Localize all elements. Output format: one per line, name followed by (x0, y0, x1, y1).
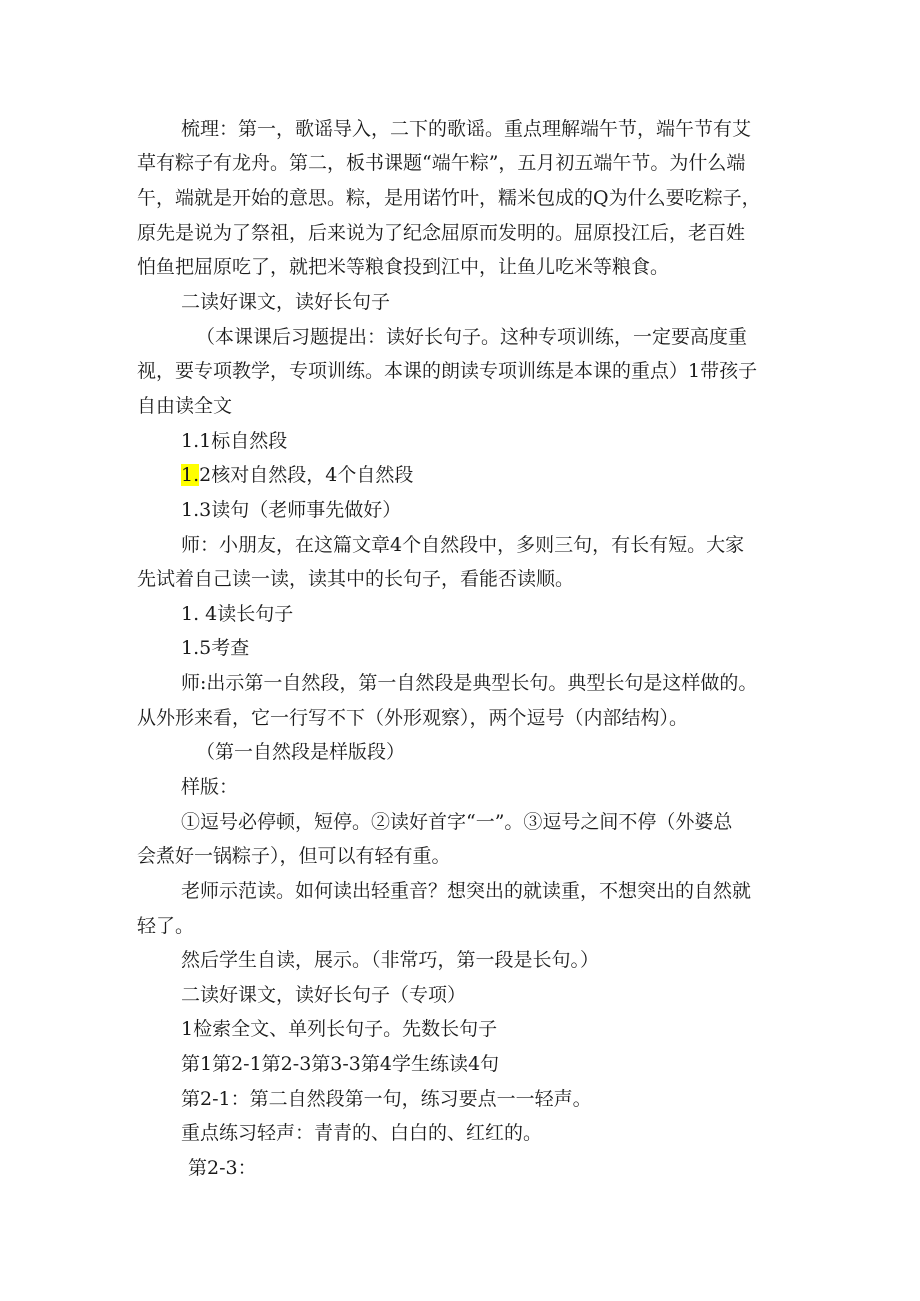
text-line: 样版： (181, 776, 239, 798)
text-line: 1. 4读长句子 (181, 603, 294, 625)
text-line: 第2-1：第二自然段第一句，练习要点一一轻声。 (181, 1088, 592, 1110)
text-line: 先试着自己读一读，读其中的长句子，看能否读顺。 (137, 568, 575, 590)
text-line: （第一自然段是样版段） (196, 741, 406, 763)
text-line: 老师示范读。如何读出轻重音？想突出的就读重，不想突出的自然就 (181, 880, 752, 902)
text-span: 2核对自然段，4个自然段 (199, 464, 414, 486)
text-line: 1检索全文、单列长句子。先数长句子 (181, 1018, 498, 1040)
text-line: 视，要专项教学，专项训练。本课的朗读专项训练是本课的重点）1带孩子 (137, 360, 758, 382)
section-heading: 二读好课文，读好长句子（专项） (181, 984, 467, 1006)
section-heading: 二读好课文，读好长句子 (181, 291, 391, 313)
text-line: 师:出示第一自然段，第一自然段是典型长句。典型长句是这样做的。 (181, 672, 758, 694)
text-line: 1.1标自然段 (181, 430, 288, 452)
text-line: 轻了。 (137, 915, 195, 937)
text-line: 1.3读句（老师事先做好） (181, 499, 402, 521)
text-line: 1.5考查 (181, 637, 250, 659)
text-line: 从外形来看，它一行写不下（外形观察），两个逗号（内部结构）。 (137, 707, 689, 729)
highlighted-text: 1. (181, 464, 200, 486)
text-line: ①逗号必停顿，短停。②读好首字“一”。③逗号之间不停（外婆总 (181, 811, 733, 833)
text-line: 重点练习轻声：青青的、白白的、红红的。 (181, 1122, 543, 1144)
text-line: 怕鱼把屈原吃了，就把米等粮食投到江中，让鱼儿吃米等粮食。 (137, 256, 670, 278)
text-line: 自由读全文 (137, 395, 233, 417)
text-line: 第1第2-1第2-3第3-3第4学生练读4句 (181, 1053, 500, 1075)
text-line: 原先是说为了祭祖，后来说为了纪念屈原而发明的。屈原投江后，老百姓 (137, 222, 746, 244)
text-line: 会煮好一锅粽子），但可以有轻有重。 (137, 845, 451, 867)
text-line: 然后学生自读，展示。（非常巧，第一段是长句。） (181, 949, 600, 971)
text-line (181, 463, 841, 487)
text-line: （本课课后习题提出：读好长句子。这种专项训练，一定要高度重 (196, 326, 748, 348)
text-line: 梳理：第一，歌谣导入，二下的歌谣。重点理解端午节，端午节有艾 (181, 118, 752, 140)
text-line: 第2-3： (188, 1157, 257, 1179)
text-line: 午，端就是开始的意思。粽，是用诺竹叶，糯米包成的Q为什么要吃粽子， (137, 187, 761, 209)
text-line: 师：小朋友，在这篇文章4个自然段中，多则三句，有长有短。大家 (181, 534, 745, 556)
text-line: 草有粽子有龙舟。第二，板书课题“端午粽”，五月初五端午节。为什么端 (137, 152, 746, 174)
